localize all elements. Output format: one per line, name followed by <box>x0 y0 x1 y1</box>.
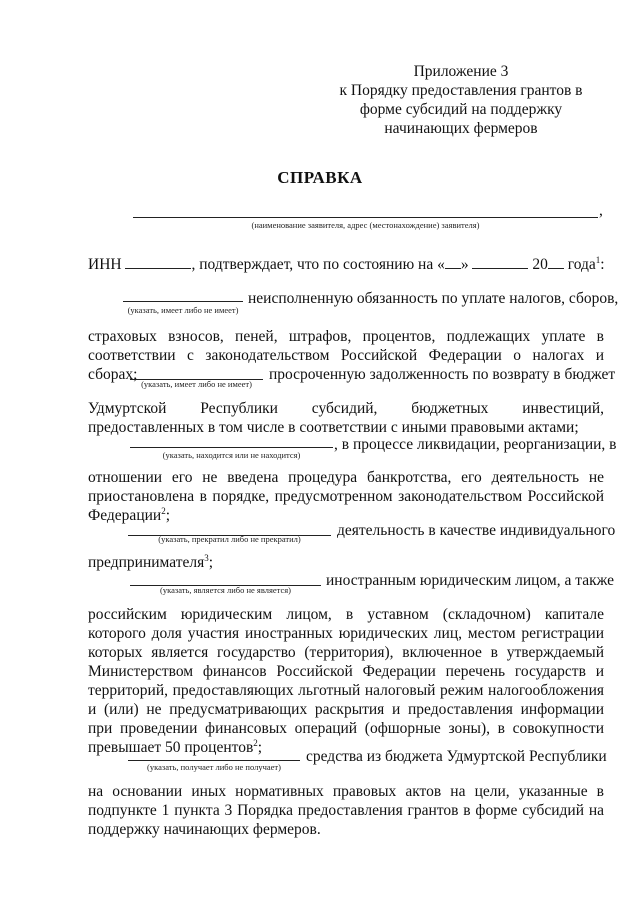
item4-end: ; <box>208 554 214 571</box>
item1-hint: (указать, имеет либо не имеет) <box>127 305 239 315</box>
item5-text: российским юридическим лицом, в уставном (складочном) капитале которого доля участия иностранных юридических лиц, местом регистрации которых является государство (территория), включенное в утверждаемый Министерством финансов Российской Федерации перечень государств и территорий, предоставляющих льготный налоговый режим налогообложения и (или) не предусматривающих раскрытия и предоставления информации при проведении финансовых операций (офшорные зоны), в совокупности превышает 50 процентов <box>88 606 604 756</box>
appendix-line-1: Приложение 3 <box>413 63 509 80</box>
appendix-line-4: начинающих фермеров <box>384 120 538 137</box>
item5-end: ; <box>257 739 263 756</box>
item5-blank-line[interactable] <box>130 571 321 586</box>
item3-blank-line[interactable] <box>130 433 333 448</box>
month-blank[interactable] <box>472 255 528 269</box>
applicant-comma: , <box>599 202 603 219</box>
inn-text-1: , подтверждает, что по состоянию на « <box>191 256 445 273</box>
item3-hint: (указать, находится или не находится) <box>162 450 301 460</box>
item2-hint: (указать, имеет либо не имеет) <box>141 379 252 389</box>
inn-year-word: года <box>567 256 596 273</box>
footnote-1: 1 <box>595 254 601 265</box>
inn-colon: : <box>600 256 605 273</box>
inn-year-prefix: 20 <box>532 256 548 273</box>
inn-label: ИНН <box>88 256 122 273</box>
year-blank[interactable] <box>548 255 564 269</box>
footnote-2b: 2 <box>253 737 258 748</box>
item3-end: ; <box>165 507 171 524</box>
item4-hint: (указать, прекратил либо не прекратил) <box>158 534 301 544</box>
appendix-line-2: к Порядку предоставления грантов в <box>339 82 583 99</box>
item3-text: отношении его не введена процедура банкротства, его деятельность не приостановлена в порядке, предусмотренном законодательством Российской Федерации <box>88 469 604 524</box>
item5-paragraph <box>88 605 604 757</box>
item2-first-line: просроченную задолженность по возврату в бюджет <box>269 366 616 383</box>
applicant-blank-line[interactable] <box>133 203 598 218</box>
applicant-hint: (наименование заявителя, адрес (местонахождение) заявителя) <box>251 220 480 230</box>
item1-blank-line[interactable] <box>123 287 243 302</box>
item3-first-line: , в процессе ликвидации, реорганизации, в <box>334 436 617 453</box>
item4-paragraph <box>88 553 213 572</box>
item2-blank-line[interactable] <box>130 365 263 380</box>
item3-paragraph <box>88 468 604 525</box>
inn-text-2: » <box>460 256 469 273</box>
footnote-3: 3 <box>204 552 209 563</box>
inn-blank[interactable] <box>125 255 191 269</box>
day-blank[interactable] <box>445 255 461 269</box>
document-title: СПРАВКА <box>277 168 363 187</box>
item6-first-line: средства из бюджета Удмуртской Республики <box>306 748 607 765</box>
appendix-header <box>326 62 596 138</box>
item6-hint: (указать, получает либо не получает) <box>147 762 281 772</box>
item5-hint: (указать, является либо не является) <box>160 585 291 595</box>
item4-text: предпринимателя <box>88 554 205 571</box>
item6-paragraph: на основании иных нормативных правовых актов на цели, указанные в подпункте 1 пункта 3 Порядка предоставления грантов в форме субсидий на поддержку начинающих фермеров. <box>88 783 604 838</box>
appendix-line-3: форме субсидий на поддержку <box>359 101 563 118</box>
item2-paragraph: Удмуртской Республики субсидий, бюджетных инвестиций, предоставленных в том числе в соответствии с иными правовыми актами; <box>88 400 604 436</box>
item1-first-line: неисполненную обязанность по уплате налогов, сборов, <box>248 290 619 307</box>
item4-first-line: деятельность в качестве индивидуального <box>337 522 616 539</box>
item1-paragraph: страховых взносов, пеней, штрафов, процентов, подлежащих уплате в соответствии с законодательством Российской Федерации о налогах и сборах; <box>88 328 604 383</box>
item5-first-line: иностранным юридическим лицом, а также <box>326 572 614 589</box>
item6-blank-line[interactable] <box>128 746 300 761</box>
footnote-2: 2 <box>161 505 166 516</box>
inn-line <box>88 255 605 274</box>
